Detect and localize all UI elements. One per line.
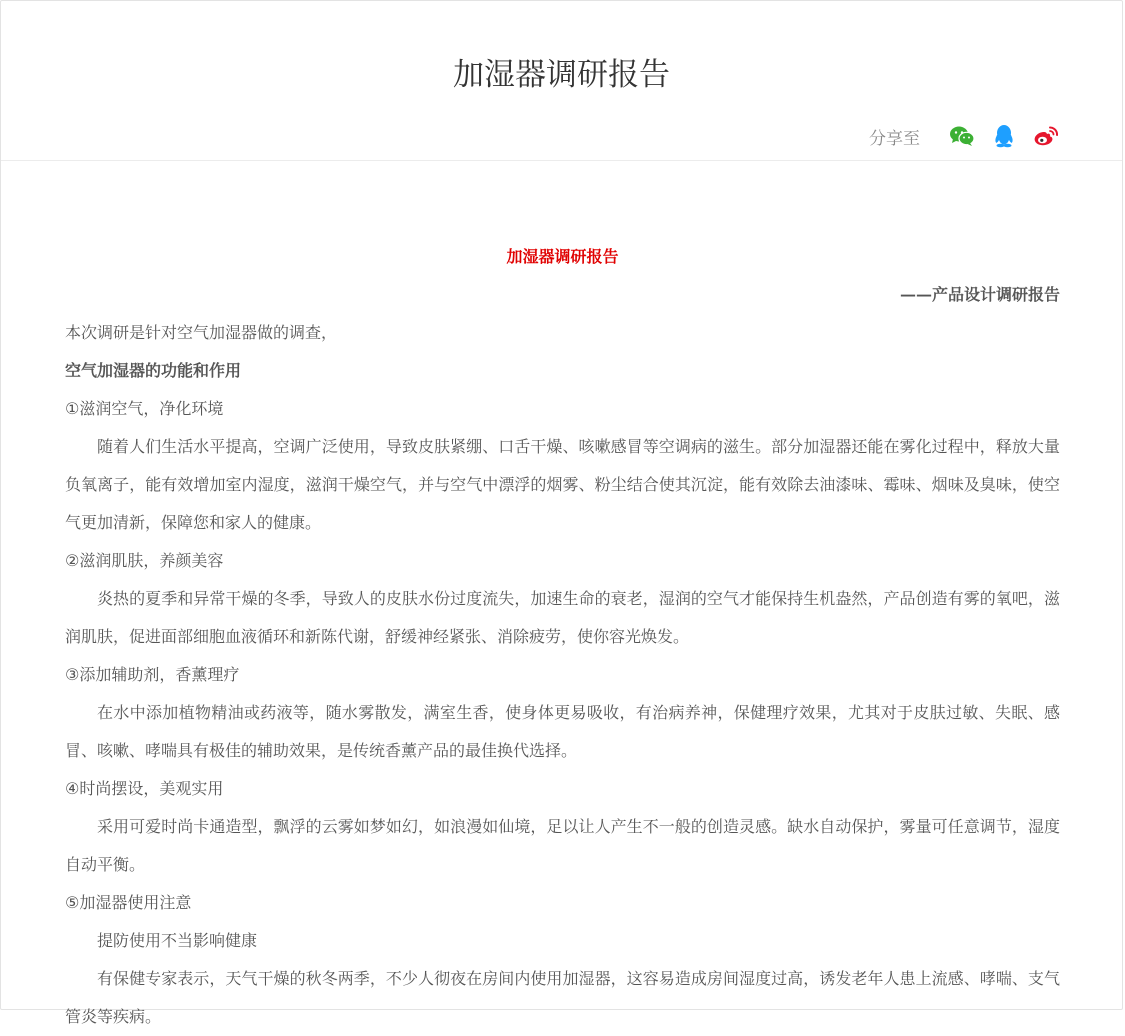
wechat-icon[interactable]: [948, 122, 976, 150]
paragraph-list: [65, 314, 1060, 1036]
paragraph-line: ③添加辅助剂，香薰理疗: [65, 665, 240, 684]
document-title: 加湿器调研报告: [506, 247, 619, 266]
qq-icon[interactable]: [990, 122, 1018, 150]
body-paragraph: 有保健专家表示，天气干燥的秋冬两季，不少人彻夜在房间内使用加湿器，这容易造成房间湿度过高，诱发老年人患上流感、哮喘、支气管炎等疾病。: [65, 969, 1060, 1026]
share-bar: [869, 122, 1060, 150]
section-heading: 空气加湿器的功能和作用: [65, 361, 242, 380]
article-header: [1, 1, 1122, 161]
body-paragraph: 炎热的夏季和异常干燥的冬季，导致人的皮肤水份过度流失，加速生命的衰老，湿润的空气才能保持生机盎然，产品创造有雾的氧吧，滋润肌肤，促进面部细胞血液循环和新陈代谢，舒缓神经紧张、消除疲劳，使你容光焕发。: [65, 589, 1060, 646]
share-label: 分享至: [869, 128, 920, 149]
body-paragraph: 采用可爱时尚卡通造型，飘浮的云雾如梦如幻，如浪漫如仙境，足以让人产生不一般的创造灵感。缺水自动保护，雾量可任意调节，湿度自动平衡。: [65, 817, 1060, 874]
paragraph-line: 本次调研是针对空气加湿器做的调查，: [65, 323, 338, 342]
body-paragraph: 随着人们生活水平提高，空调广泛使用，导致皮肤紧绷、口舌干燥、咳嗽感冒等空调病的滋生。部分加湿器还能在雾化过程中，释放大量负氧离子，能有效增加室内湿度，滋润干燥空气，并与空气中漂浮的烟雾、粉尘结合使其沉淀，能有效除去油漆味、霉味、烟味及臭味，使空气更加清新，保障您和家人的健康。: [65, 437, 1060, 532]
page-title: 加湿器调研报告: [453, 57, 670, 93]
body-paragraph: 在水中添加植物精油或药液等，随水雾散发，满室生香，使身体更易吸收，有治病养神，保健理疗效果，尤其对于皮肤过敏、失眠、感冒、咳嗽、哮喘具有极佳的辅助效果，是传统香薰产品的最佳换代选择。: [65, 703, 1060, 760]
paragraph-line: ①滋润空气，净化环境: [65, 399, 224, 418]
body-paragraph: 提防使用不当影响健康: [97, 931, 258, 950]
article-body: [65, 238, 1060, 1036]
paragraph-line: ④时尚摆设，美观实用: [65, 779, 224, 798]
paragraph-line: ⑤加湿器使用注意: [65, 893, 192, 912]
document-subtitle: ——产品设计调研报告: [899, 285, 1060, 304]
weibo-icon[interactable]: [1032, 122, 1060, 150]
paragraph-line: ②滋润肌肤，养颜美容: [65, 551, 224, 570]
